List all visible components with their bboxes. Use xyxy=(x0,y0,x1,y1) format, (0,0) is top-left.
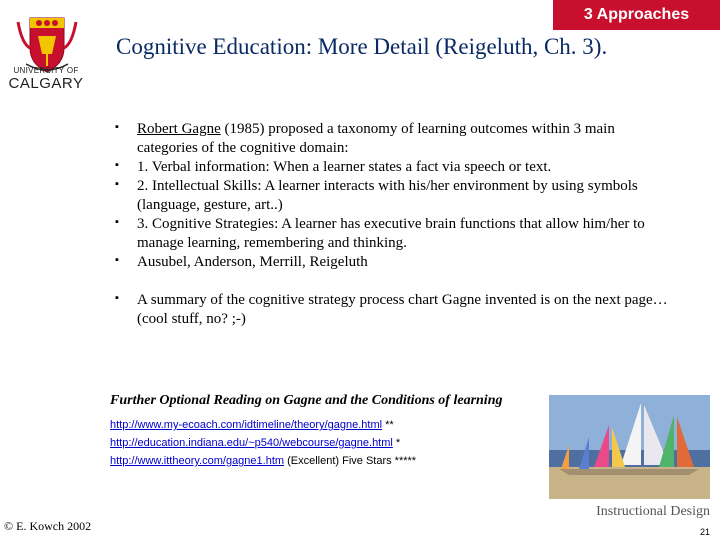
bullet-text: 3. Cognitive Strategies: A learner has executive brain functions that allow him/her to manage learning, remembering and thinking. xyxy=(137,216,645,251)
sailboats-photo xyxy=(549,395,710,499)
bullet-icon: ▪ xyxy=(115,292,119,304)
reading-link[interactable]: http://www.my-ecoach.com/idtimeline/theory/gagne.html xyxy=(110,419,383,431)
bullet-text: A summary of the cognitive strategy process chart Gagne invented is on the next page… (cool stuff, no? ;-) xyxy=(137,292,668,327)
reading-links xyxy=(110,416,416,470)
bullet-item xyxy=(110,253,670,272)
link-rating: * xyxy=(392,437,401,449)
logo-line2: CALGARY xyxy=(8,75,84,92)
bullet-text: (1985) proposed a taxonomy of learning outcomes within 3 main categories of the cognitive domain: xyxy=(137,121,615,156)
bullet-icon: ▪ xyxy=(115,121,119,133)
reading-link-row xyxy=(110,452,416,470)
bullet-text: 1. Verbal information: When a learner states a fact via speech or text. xyxy=(137,159,552,175)
bullet-item xyxy=(110,120,670,158)
reading-link[interactable]: http://www.ittheory.com/gagne1.htm xyxy=(110,455,285,467)
bullet-text: 2. Intellectual Skills: A learner interacts with his/her environment by using symbols (language, gesture, art..) xyxy=(137,178,638,213)
bullet-icon: ▪ xyxy=(115,159,119,171)
reading-link[interactable]: http://education.indiana.edu/~p540/webcourse/gagne.html xyxy=(110,437,393,449)
bullet-item xyxy=(110,158,670,177)
copyright-text: © E. Kowch 2002 xyxy=(4,519,92,533)
bullet-item xyxy=(110,291,670,329)
bullet-item xyxy=(110,177,670,215)
bullet-text: Ausubel, Anderson, Merrill, Reigeluth xyxy=(137,254,368,270)
reading-link-row xyxy=(110,416,416,434)
bullet-icon: ▪ xyxy=(115,216,119,228)
bullet-list xyxy=(110,120,670,329)
bullet-item xyxy=(110,215,670,253)
link-rating: (Excellent) Five Stars ***** xyxy=(284,455,417,467)
reading-heading: Further Optional Reading on Gagne and the Conditions of learning xyxy=(110,393,503,408)
bullet-icon: ▪ xyxy=(115,178,119,190)
section-tag: 3 Approaches xyxy=(553,0,720,30)
slide-title: Cognitive Education: More Detail (Reigeluth, Ch. 3). xyxy=(116,34,608,59)
bullet-name: Robert Gagne xyxy=(137,121,221,137)
link-rating: ** xyxy=(382,419,394,431)
logo-line1: UNIVERSITY OF xyxy=(13,66,79,75)
course-name: Instructional Design xyxy=(596,504,710,519)
page-number: 21 xyxy=(699,527,710,537)
bullet-icon: ▪ xyxy=(115,254,119,266)
reading-link-row xyxy=(110,434,416,452)
